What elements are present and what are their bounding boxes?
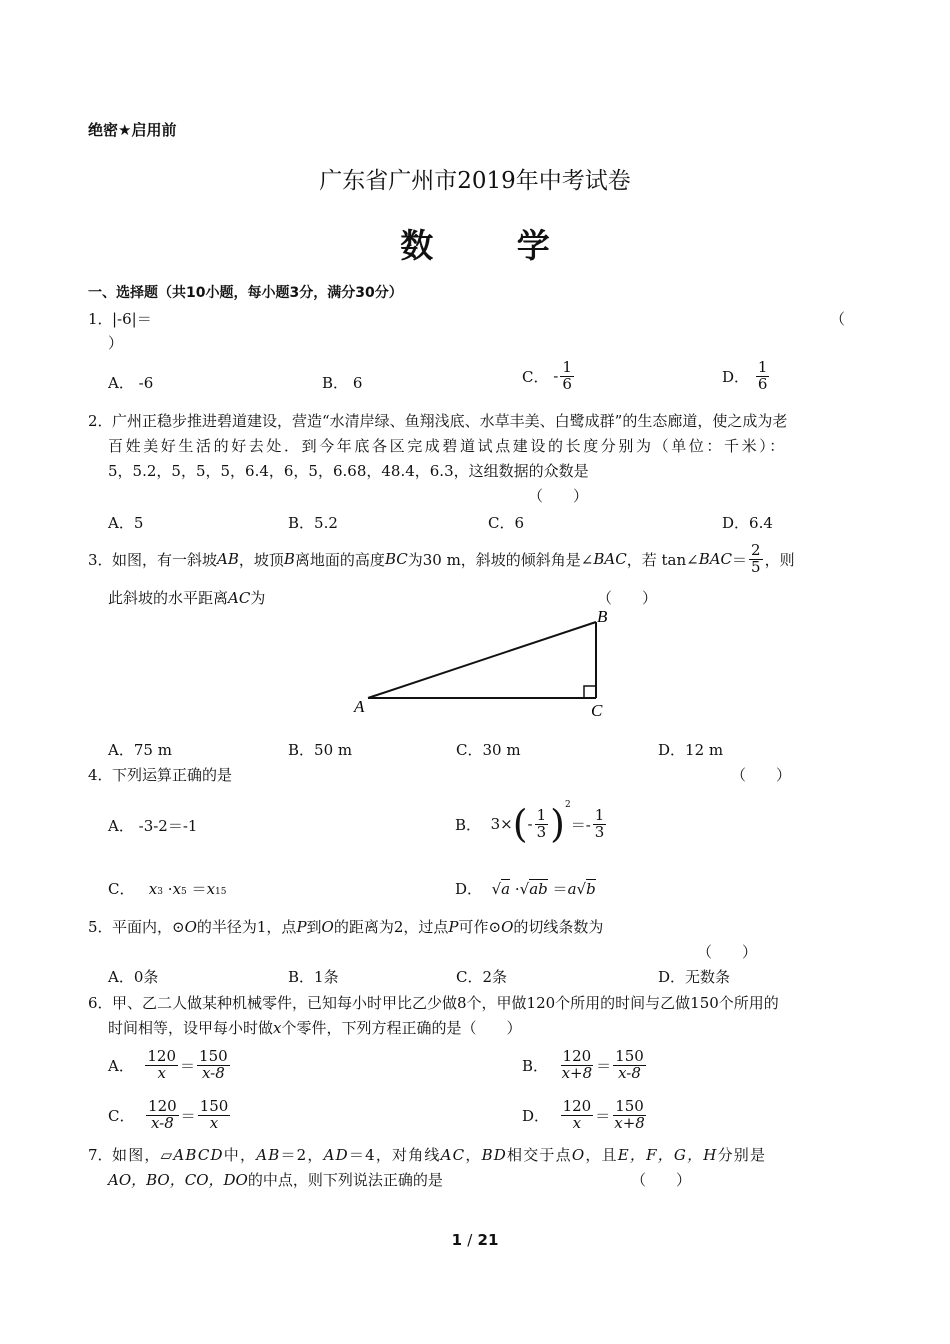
q6-option-d: D． $\frac{120}{x}$ ＝ $\frac{150}{x+8}$ (522, 1096, 645, 1132)
q6-option-c: C． $\frac{120}{x-8}$ ＝ $\frac{150}{x}$ (108, 1096, 229, 1132)
q4-option-c: C． x $_3$ · x $_5$ ＝ x $_{15}$ (108, 880, 227, 898)
q6-line-1: 甲、乙二人做某种机械零件，已知每小时甲比乙少做8个，甲做120个所用的时间与乙做150个所用的 (112, 994, 779, 1012)
q3-option-a: A．75 m (108, 741, 172, 759)
section-heading: 一、选择题（共10小题，每小题3分，满分30分） (88, 285, 403, 301)
q5-option-b: B．1条 (288, 968, 339, 986)
right-angle-mark (584, 686, 596, 698)
q4-option-d: D． √ a · √ ab ＝ a √ b (455, 880, 596, 898)
q5-option-a: A．0条 (108, 968, 159, 986)
q5-option-c: C．2条 (456, 968, 508, 986)
q3-option-d: D．12 m (658, 741, 724, 759)
page-number: 1 / 21 (451, 1231, 499, 1249)
q1-option-b: B． 6 (322, 374, 363, 392)
page-title: 广东省广州市2019年中考试卷 (319, 168, 631, 194)
q6-option-b: B． $\frac{120}{x+8}$ ＝ $\frac{150}{x-8}$ (522, 1046, 644, 1082)
q2-line-1: 广州正稳步推进碧道建设，营造“水清岸绿、鱼翔浅底、水草丰美、白鹭成群”的生态廊道，使之成为老 (112, 412, 788, 430)
q4-option-a: A． -3-2＝-1 (108, 817, 198, 835)
q2-option-c: C．6 (488, 514, 525, 532)
vertex-b-label: B (597, 607, 608, 626)
q5-number: 5． (88, 918, 113, 936)
q4-stem: 下列运算正确的是 (112, 766, 233, 784)
q1-paren-open: （ (830, 310, 846, 328)
q2-option-a: A．5 (108, 514, 144, 532)
q5-paren: （ ） (697, 943, 758, 961)
q1-option-c: C． - $\frac{1}{6}$ (522, 358, 572, 393)
q2-option-d: D．6.4 (722, 514, 773, 532)
q3-option-c: C．30 m (456, 741, 521, 759)
q2-option-b: B．5.2 (288, 514, 338, 532)
q4-option-b: B． 3× ( - $\frac{1}{3}$ ) $^2$ ＝- $\frac{1}{3}$ (455, 800, 605, 846)
q6-option-a: A． $\frac{120}{x}$ ＝ $\frac{150}{x-8}$ (108, 1046, 228, 1082)
q3-number: 3． (88, 551, 113, 569)
q5-stem: 平面内，⊙O的半径为1，点P到O的距离为2，过点P可作⊙O的切线条数为 (112, 918, 604, 936)
q3-option-b: B．50 m (288, 741, 353, 759)
q4-paren: （ ） (731, 766, 792, 784)
q6-number: 6． (88, 994, 113, 1012)
confidential-mark: 绝密★启用前 (88, 121, 177, 139)
slope-triangle-figure (350, 602, 620, 722)
q1-stem: |-6|＝ (112, 310, 152, 328)
q2-line-2: 百姓美好生活的好去处．到今年底各区完成碧道试点建设的长度分别为（单位：千米）： (108, 437, 787, 455)
vertex-a-label: A (354, 697, 365, 716)
q2-line-3: 5，5.2，5，5，5，6.4，6，5，6.68，48.4，6.3，这组数据的众数是 (108, 462, 589, 480)
q1-number: 1． (88, 310, 113, 328)
q5-option-d: D．无数条 (658, 968, 731, 986)
vertex-c-label: C (591, 701, 603, 720)
q1-paren-close: ） (108, 334, 124, 352)
slope-line-ab (368, 622, 596, 698)
q1-option-a: A． -6 (108, 374, 154, 392)
q3-line-2: 此斜坡的水平距离AC为 (108, 589, 266, 607)
q7-line-1: 如图，▱ABCD中，AB＝2，AD＝4，对角线AC，BD相交于点O，且E，F，G，H分别是 (112, 1146, 767, 1164)
q1-option-d: D． $\frac{1}{6}$ (722, 358, 768, 393)
subject-title: 数 学 (400, 226, 586, 265)
q7-number: 7． (88, 1146, 113, 1164)
q4-number: 4． (88, 766, 113, 784)
q7-line-2: AO，BO，CO，DO的中点，则下列说法正确的是 (108, 1171, 443, 1189)
q7-paren: （ ） (631, 1171, 692, 1189)
q2-number: 2． (88, 412, 113, 430)
q2-paren: （ ） (528, 487, 589, 505)
q3-paren: （ ） (597, 589, 658, 607)
q3-line-1: 如图，有一斜坡 AB ，坡顶 B 离地面的高度 BC 为30 m，斜坡的倾斜角是∠ BAC ，若 tan∠ BAC ＝ $\frac{2}{5}$ ，则 (112, 540, 795, 576)
q6-line-2: 时间相等，设甲每小时做x个零件，下列方程正确的是（ ） (108, 1019, 522, 1037)
